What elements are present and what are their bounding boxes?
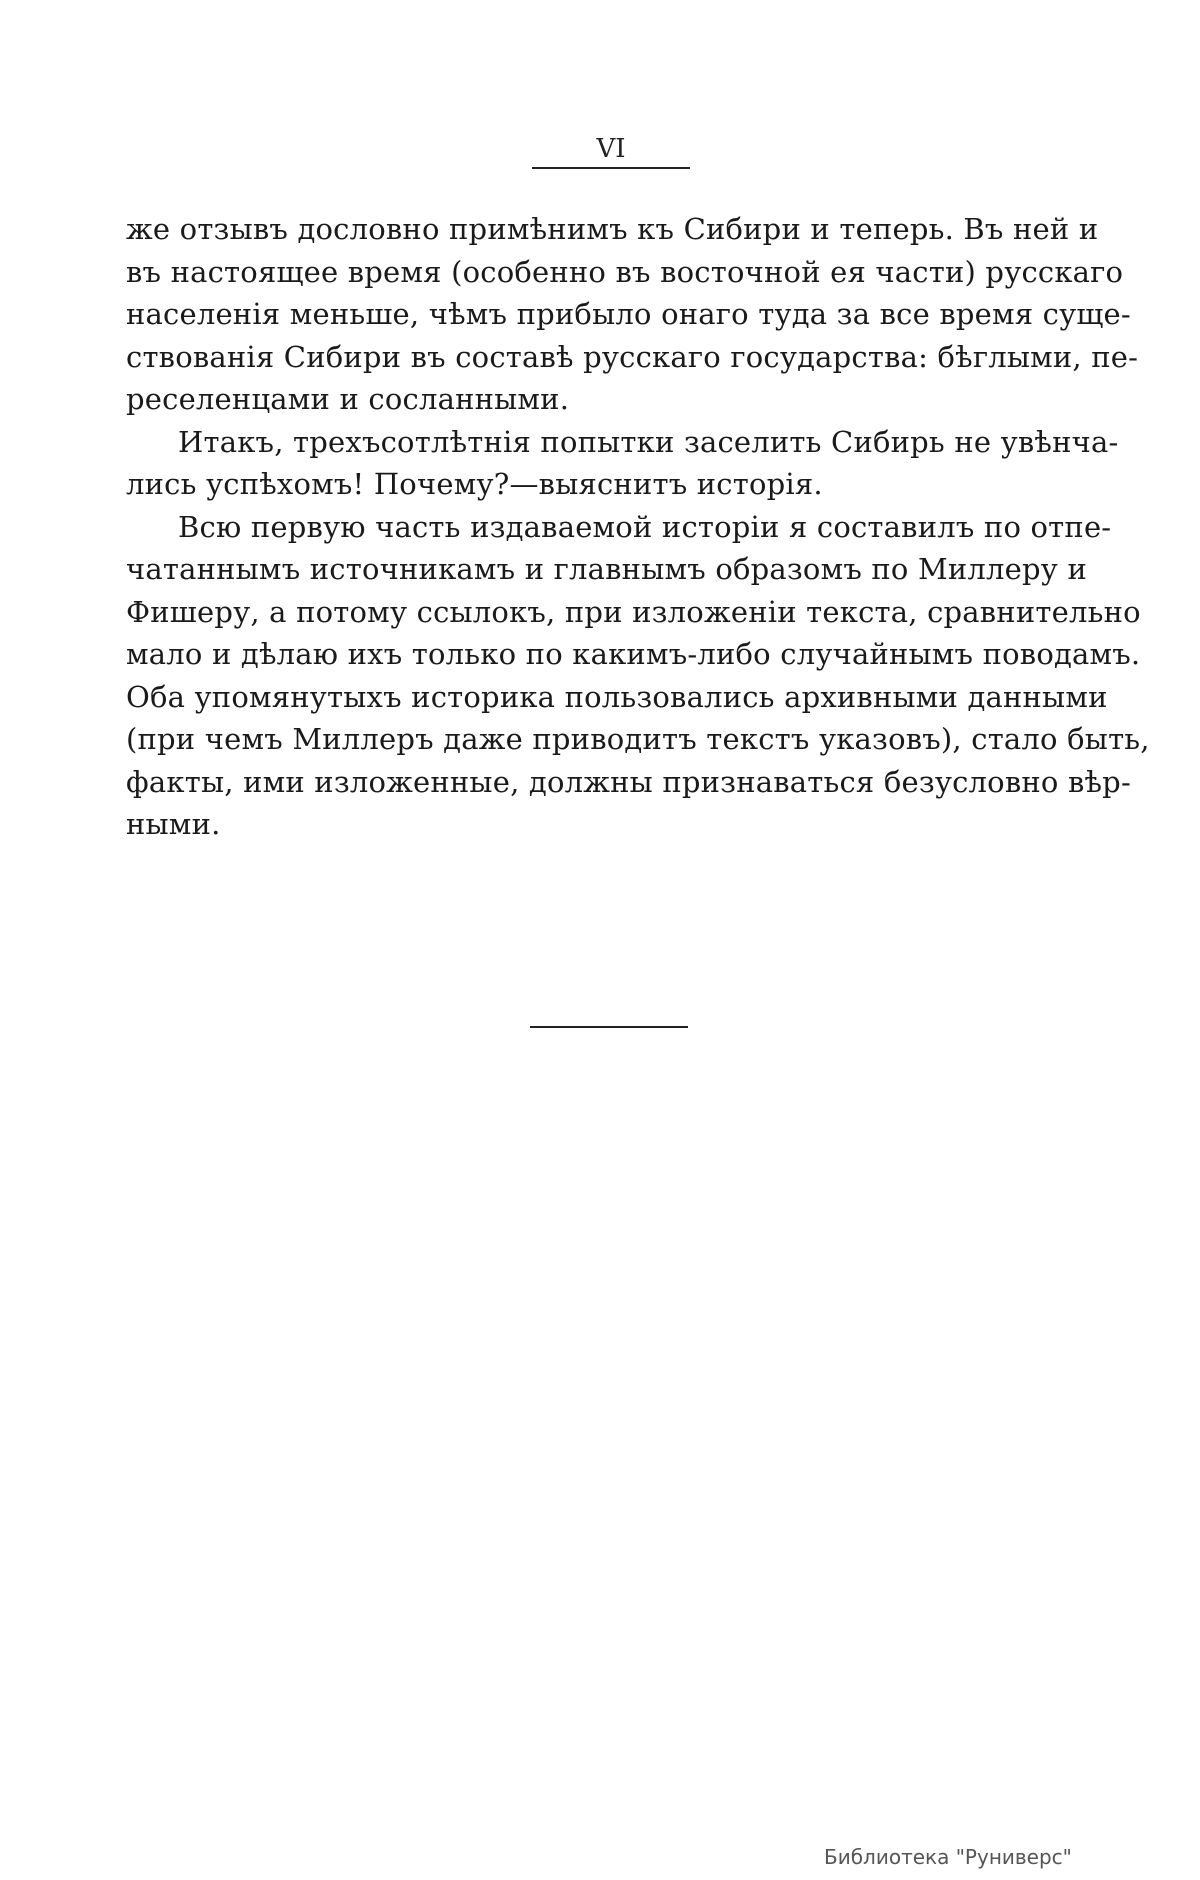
- page-number: VI: [596, 134, 626, 164]
- text-line: реселенцами и сосланными.: [126, 382, 570, 416]
- text-line: (при чемъ Миллеръ даже приводитъ текстъ указовъ), стало быть,: [126, 722, 1150, 756]
- text-line: же отзывъ дословно примѣнимъ къ Сибири и теперь. Въ ней и: [126, 212, 1099, 246]
- header-rule: [532, 167, 690, 169]
- text-line: Фишеру, а потому ссылокъ, при изложеніи текста, сравнительно: [126, 594, 1141, 629]
- body-text: [126, 208, 1150, 846]
- text-line: лись успѣхомъ! Почему?—выяснитъ исторія.: [126, 467, 823, 501]
- text-line: въ настоящее время (особенно въ восточной ея части) русскаго: [126, 254, 1124, 289]
- text-line: чатаннымъ источникамъ и главнымъ образомъ по Миллеру и: [126, 552, 1088, 586]
- text-line: ными.: [126, 807, 221, 841]
- text-line: населенія меньше, чѣмъ прибыло онаго туда за все время суще-: [126, 297, 1131, 331]
- text-line: Всю первую часть издаваемой исторіи я составилъ по отпе-: [178, 509, 1112, 544]
- library-watermark: Библиотека "Руниверс": [824, 1845, 1072, 1869]
- text-line: мало и дѣлаю ихъ только по какимъ-либо случайнымъ поводамъ.: [126, 637, 1141, 671]
- text-line: факты, ими изложенные, должны признаваться безусловно вѣр-: [126, 764, 1131, 799]
- paragraph: [126, 506, 1150, 846]
- text-line: Итакъ, трехъсотлѣтнія попытки заселить Сибирь не увѣнча-: [178, 424, 1119, 459]
- paragraph: [126, 421, 1119, 506]
- paragraph: [126, 208, 1139, 421]
- text-line: Оба упомянутыхъ историка пользовались архивными данными: [126, 679, 1108, 714]
- text-line: ствованія Сибири въ составѣ русскаго государства: бѣглыми, пе-: [126, 339, 1139, 374]
- end-rule: [530, 1026, 688, 1028]
